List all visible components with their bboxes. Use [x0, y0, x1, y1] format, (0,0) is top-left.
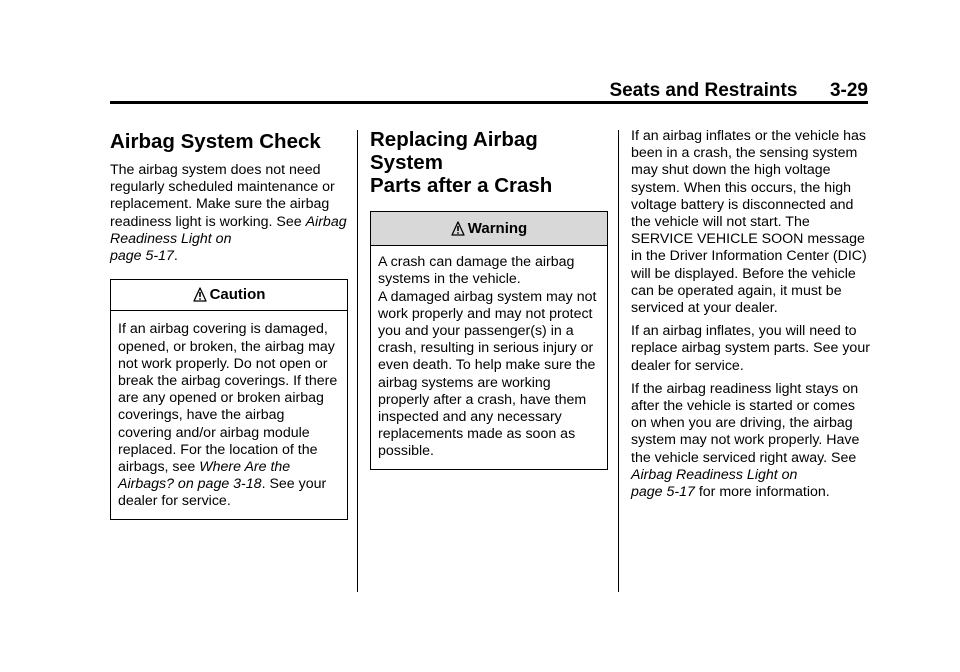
warning-text-2: A damaged airbag system may not work properly and may not protect you and your passenger(s) in a crash, resulting in serious injury or even death. To help make sure the airbag systems are working properly after a crash, have them inspected and any necessary replacements made as soon as possible. [378, 288, 597, 460]
cross-reference-link[interactable]: Airbag Readiness Light on page 5-17 [110, 213, 347, 265]
warning-body [371, 246, 607, 468]
column-divider [357, 130, 358, 592]
warning-box [370, 211, 608, 470]
paragraph: If the airbag readiness light stays on after the vehicle is started or comes on when you are driving, the airbag system may not work properly. Have the vehicle serviced right away. See Airbag Readiness Light on page 5-17 for more information. [631, 380, 860, 501]
paragraph: If an airbag inflates or the vehicle has been in a crash, the sensing system may shut down the high voltage system. When this occurs, the high voltage battery is disconnected and the vehicle will not start. The SERVICE VEHICLE SOON message in the Driver Information Center (DIC) will be displayed. Before the vehicle can be operated again, it must be serviced at your dealer. [631, 128, 867, 317]
page-header [560, 80, 868, 102]
cross-reference-link[interactable]: Where Are the Airbags? on page 3-18 [118, 459, 291, 493]
warning-label: Warning [467, 220, 528, 237]
warning-text-1: A crash can damage the airbag systems in the vehicle. [378, 254, 575, 288]
caution-label: Caution [209, 286, 266, 304]
cross-reference-link[interactable]: Airbag Readiness Light on page 5-17 [631, 466, 798, 501]
paragraph: If an airbag inflates, you will need to replace airbag system parts. See your dealer for service. [631, 323, 870, 374]
warning-triangle-icon [451, 221, 465, 236]
column-3 [631, 128, 871, 507]
column-divider [618, 130, 619, 592]
caution-header [111, 280, 347, 310]
page-number: 3-29 [829, 80, 868, 101]
warning-header [371, 212, 607, 246]
section-heading: Airbag System Check [110, 130, 321, 153]
caution-body: If an airbag covering is damaged, opened, or broken, the airbag may not work properly. Do not open or break the airbag coverings. If there are any opened or broken airbag coverings, have the airbag covering and/or airbag module replaced. For the location of the airbags, see Where Are the Airbags? on page 3-18. See your dealer for service. [111, 310, 347, 518]
header-rule [110, 101, 868, 104]
caution-box [110, 279, 348, 519]
paragraph: The airbag system does not need regularly scheduled maintenance or replacement. Make sure the airbag readiness light is working. See Airbag Readiness Light on page 5-17. [110, 162, 347, 265]
warning-triangle-icon [193, 287, 207, 302]
column-2 [370, 128, 608, 470]
column-1 [110, 128, 348, 520]
section-title: Seats and Restraints [609, 80, 798, 101]
section-heading: Replacing Airbag System Parts after a Crash [370, 128, 553, 197]
